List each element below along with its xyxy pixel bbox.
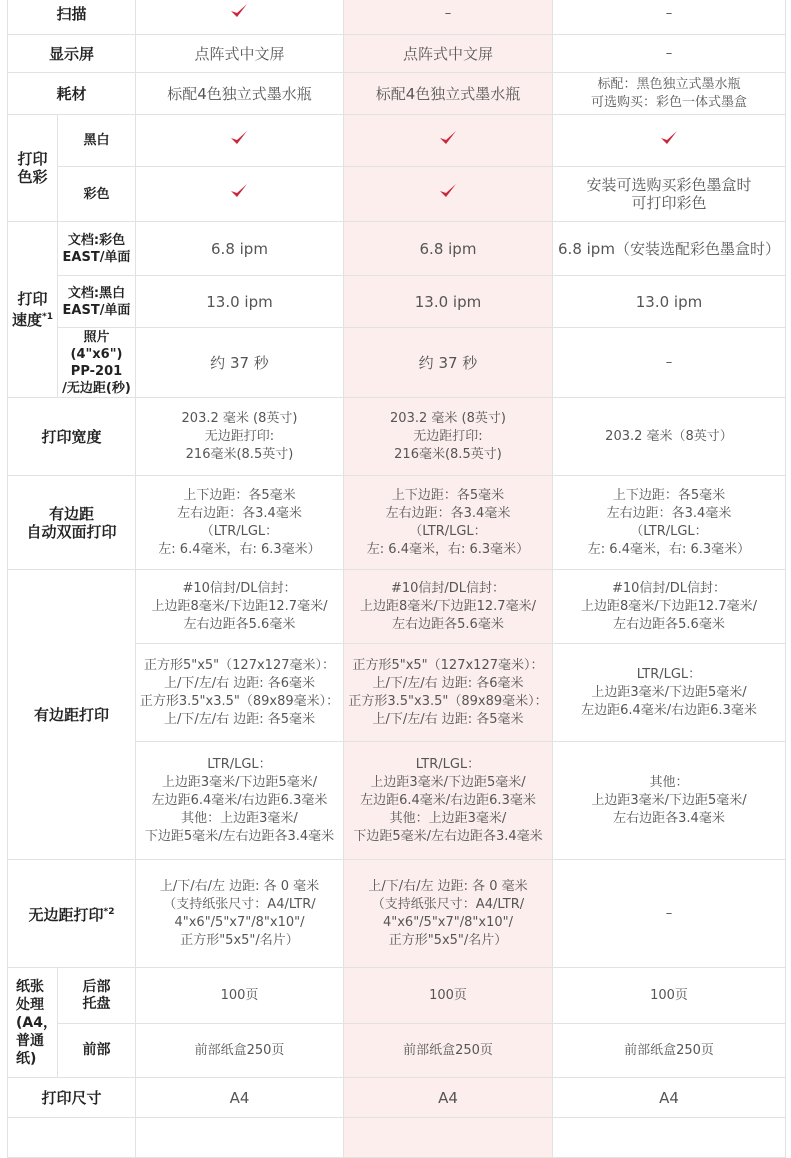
mono-c3 (552, 115, 785, 167)
env-l2: 上边距8毫米/下边距12.7毫米/ (580, 598, 757, 614)
row-print-color (8, 167, 786, 222)
rear-c1: 100页 (135, 968, 343, 1024)
rear-c3: 100页 (552, 968, 785, 1024)
speed-photo-c2: 约 37 秒 (343, 328, 552, 398)
speed-photo-c3: – (552, 328, 785, 398)
duplex-l2: 左右边距：各3.4毫米 (606, 505, 732, 521)
row-print-mono (8, 115, 786, 167)
ltr-l5: 下边距5毫米/左右边距各3.4毫米 (353, 828, 543, 844)
speed-mono-c1: 13.0 ipm (135, 276, 343, 328)
check-icon (230, 3, 248, 19)
width-c2-l1: 203.2 毫米 (8英寸) (390, 410, 506, 426)
row-print-size (8, 1078, 786, 1118)
color-c3 (552, 167, 785, 222)
color-c3-l1: 安装可选购买彩色墨盒时 (586, 176, 752, 194)
consumables-label: 耗材 (8, 73, 136, 115)
duplex-c3 (552, 476, 785, 570)
display-c1: 点阵式中文屏 (135, 35, 343, 73)
ltr-l5: 下边距5毫米/左右边距各3.4毫米 (144, 828, 335, 844)
ltr-l3: 左边距6.4毫米/右边距6.3毫米 (151, 792, 328, 808)
duplex-l4: 左: 6.4毫米，右: 6.3毫米） (587, 541, 751, 557)
row-print-width (8, 398, 786, 476)
duplex-l2: 左右边距：各3.4毫米 (385, 505, 511, 521)
ltr-c1 (135, 742, 343, 860)
ltr-l1: LTR/LGL： (415, 756, 481, 772)
c3-other-l1: 其他： (649, 774, 689, 790)
check-icon (439, 130, 457, 146)
c3-sq-l1: LTR/LGL： (636, 666, 702, 682)
row-paper-front (8, 1024, 786, 1078)
scan-label: 扫描 (8, 0, 136, 35)
envelope-c3 (552, 570, 785, 644)
check-icon (660, 130, 678, 146)
color-c1 (135, 167, 343, 222)
speed-mono-c2: 13.0 ipm (343, 276, 552, 328)
display-c2: 点阵式中文屏 (343, 35, 552, 73)
consumables-c1: 标配4色独立式墨水瓶 (135, 73, 343, 115)
duplex-l3: （LTR/LGL： (200, 523, 279, 539)
c3-sq-l3: 左边距6.4毫米/右边距6.3毫米 (581, 702, 757, 718)
footnote-1: *1 (42, 312, 53, 322)
width-c1-l1: 203.2 毫米 (8英寸) (181, 410, 298, 426)
c3-other-l2: 上边距3毫米/下边距5毫米/ (591, 792, 747, 808)
duplex-l1: 上下边距：各5毫米 (391, 487, 505, 503)
print-color-label-l2: 色彩 (17, 168, 48, 186)
duplex-l1: 上下边距：各5毫米 (183, 487, 296, 503)
duplex-l4: 左: 6.4毫米，右: 6.3毫米） (158, 541, 321, 557)
ltr-c2 (343, 742, 552, 860)
doc-mono-l1: 文档:黑白 (67, 285, 126, 301)
mono-c1 (135, 115, 343, 167)
borderless-l2: （支持纸张尺寸：A4/LTR/ (371, 896, 525, 912)
env-l1: #10信封/DL信封： (611, 580, 727, 596)
consumables-c3-l2: 可选购买：彩色一体式墨盒 (590, 94, 747, 110)
spec-table (7, 0, 786, 1158)
color-label: 彩色 (57, 167, 135, 222)
display-c3: – (552, 35, 785, 73)
color-c2 (343, 167, 552, 222)
row-partial (8, 1118, 786, 1158)
env-l3: 左右边距各5.6毫米 (183, 616, 296, 632)
scan-c2: – (343, 0, 552, 35)
sq-l3: 正方形3.5"x3.5"（89x89毫米）： (348, 693, 548, 709)
envelope-c2 (343, 570, 552, 644)
print-width-c1 (135, 398, 343, 476)
paper-label-l3: 普通纸) (16, 1032, 44, 1067)
width-c1-l2: 无边距打印: (204, 428, 275, 444)
paper-label-l2: (A4， (16, 1014, 57, 1031)
row-margin-envelope (8, 570, 786, 644)
row-speed-mono (8, 276, 786, 328)
print-width-label: 打印宽度 (8, 398, 136, 476)
row-speed-color (8, 222, 786, 276)
borderless-l2: （支持纸张尺寸：A4/LTR/ (163, 896, 316, 912)
sq-l1: 正方形5"x5"（127x127毫米）： (143, 657, 335, 673)
check-icon (230, 183, 248, 199)
print-color-label (8, 115, 58, 222)
print-speed-label-l1: 打印 (17, 290, 48, 308)
speed-photo-c1: 约 37 秒 (135, 328, 343, 398)
sq-l2: 上/下/左/右 边距: 各6毫米 (163, 675, 316, 691)
duplex-l4: 左: 6.4毫米，右: 6.3毫米） (366, 541, 530, 557)
print-speed-label (8, 222, 58, 398)
partial-c1 (135, 1118, 343, 1158)
rear-l1: 后部 (82, 978, 111, 995)
print-size-label: 打印尺寸 (8, 1078, 136, 1118)
duplex-l2: 左右边距：各3.4毫米 (177, 505, 302, 521)
print-color-label-l1: 打印 (17, 150, 48, 168)
ltr-l1: LTR/LGL： (207, 756, 272, 772)
sq-l1: 正方形5"x5"（127x127毫米）： (352, 657, 544, 673)
c3-sq-l2: 上边距3毫米/下边距5毫米/ (591, 684, 747, 700)
borderless-l4: 正方形"5x5"/名片） (388, 932, 508, 948)
duplex-c1 (135, 476, 343, 570)
partial-c3 (552, 1118, 785, 1158)
borderless-label (8, 860, 136, 968)
speed-color-c2: 6.8 ipm (343, 222, 552, 276)
print-speed-label-l2-text: 速度 (12, 311, 43, 329)
env-l2: 上边距8毫米/下边距12.7毫米/ (359, 598, 536, 614)
doc-color-l2: EAST/单面 (62, 249, 131, 265)
row-display (8, 35, 786, 73)
borderless-l1: 上/下/右/左 边距: 各 0 毫米 (159, 878, 320, 894)
env-l1: #10信封/DL信封： (390, 580, 506, 596)
duplex-l3: （LTR/LGL： (630, 523, 708, 539)
photo-l3: /无边距(秒) (62, 380, 131, 396)
check-icon (439, 183, 457, 199)
speed-color-c1: 6.8 ipm (135, 222, 343, 276)
photo-l2: PP-201 (70, 363, 123, 379)
square-c2 (343, 644, 552, 742)
doc-mono-l2: EAST/单面 (62, 302, 131, 318)
envelope-c1 (135, 570, 343, 644)
sq-l3: 正方形3.5"x3.5"（89x89毫米）： (139, 693, 340, 709)
paper-label-l1: 纸张处理 (16, 978, 44, 1013)
width-c2-l3: 216毫米(8.5英寸) (394, 446, 502, 462)
sq-l4: 上/下/左/右 边距: 各5毫米 (163, 711, 316, 727)
duplex-c2 (343, 476, 552, 570)
borderless-label-text: 无边距打印 (28, 906, 104, 924)
front-c1: 前部纸盒250页 (135, 1024, 343, 1078)
doc-mono-label (57, 276, 135, 328)
env-l3: 左右边距各5.6毫米 (613, 616, 725, 632)
row-duplex (8, 476, 786, 570)
print-size-c3: A4 (552, 1078, 785, 1118)
rear-l2: 托盘 (82, 995, 111, 1012)
ltr-l2: 上边距3毫米/下边距5毫米/ (370, 774, 526, 790)
square-c1 (135, 644, 343, 742)
borderless-c1 (135, 860, 343, 968)
photo-l1: 照片(4"x6") (70, 329, 123, 362)
rear-c2: 100页 (343, 968, 552, 1024)
speed-color-c3: 6.8 ipm（安装选配彩色墨盒时） (552, 222, 785, 276)
print-size-c1: A4 (135, 1078, 343, 1118)
mono-label: 黑白 (57, 115, 135, 167)
borderless-l1: 上/下/右/左 边距: 各 0 毫米 (368, 878, 528, 894)
print-speed-label-l2 (8, 308, 57, 329)
front-label: 前部 (57, 1024, 135, 1078)
width-c2-l2: 无边距打印: (413, 428, 483, 444)
check-icon (230, 130, 248, 146)
duplex-label-l1: 有边距 (48, 504, 94, 523)
consumables-c3-l1: 标配：黑色独立式墨水瓶 (597, 76, 741, 92)
ltr-c3 (552, 742, 785, 860)
paper-label (8, 968, 58, 1078)
sq-l2: 上/下/左/右 边距: 各6毫米 (372, 675, 524, 691)
duplex-label-l2: 自动双面打印 (26, 522, 117, 541)
row-paper-rear (8, 968, 786, 1024)
borderless-l3: 4"x6"/5"x7"/8"x10"/ (382, 914, 513, 930)
speed-mono-c3: 13.0 ipm (552, 276, 785, 328)
rear-tray-label (57, 968, 135, 1024)
borderless-l4: 正方形"5x5"/名片） (180, 932, 299, 948)
row-borderless (8, 860, 786, 968)
front-c2: 前部纸盒250页 (343, 1024, 552, 1078)
env-l1: #10信封/DL信封： (182, 580, 297, 596)
front-c3: 前部纸盒250页 (552, 1024, 785, 1078)
borderless-c3: – (552, 860, 785, 968)
env-l2: 上边距8毫米/下边距12.7毫米/ (151, 598, 328, 614)
borderless-l3: 4"x6"/5"x7"/8"x10"/ (174, 914, 305, 930)
ltr-l4: 其他：上边距3毫米/ (181, 810, 298, 826)
row-consumables (8, 73, 786, 115)
consumables-c2: 标配4色独立式墨水瓶 (343, 73, 552, 115)
print-size-c2: A4 (343, 1078, 552, 1118)
display-label: 显示屏 (8, 35, 136, 73)
c3-other-l3: 左右边距各3.4毫米 (613, 810, 725, 826)
partial-label (8, 1118, 136, 1158)
env-l3: 左右边距各5.6毫米 (392, 616, 504, 632)
row-scan (8, 0, 786, 35)
ltr-l2: 上边距3毫米/下边距5毫米/ (161, 774, 318, 790)
row-speed-photo (8, 328, 786, 398)
footnote-2: *2 (103, 907, 115, 917)
borderless-c2 (343, 860, 552, 968)
scan-c3: – (552, 0, 785, 35)
color-c3-l2: 可打印彩色 (631, 194, 707, 212)
consumables-c3 (552, 73, 785, 115)
duplex-l1: 上下边距：各5毫米 (612, 487, 726, 503)
partial-c2 (343, 1118, 552, 1158)
sq-l4: 上/下/左/右 边距: 各5毫米 (372, 711, 524, 727)
ltr-l3: 左边距6.4毫米/右边距6.3毫米 (360, 792, 536, 808)
square-c3 (552, 644, 785, 742)
doc-color-label (57, 222, 135, 276)
width-c1-l3: 216毫米(8.5英寸) (185, 446, 294, 462)
ltr-l4: 其他：上边距3毫米/ (389, 810, 507, 826)
margin-print-label: 有边距打印 (8, 570, 136, 860)
photo-label (57, 328, 135, 398)
doc-color-l1: 文档:彩色 (67, 232, 126, 248)
print-width-c2 (343, 398, 552, 476)
scan-c1 (135, 0, 343, 35)
duplex-l3: （LTR/LGL： (409, 523, 487, 539)
print-width-c3: 203.2 毫米（8英寸） (552, 398, 785, 476)
duplex-label (8, 476, 136, 570)
mono-c2 (343, 115, 552, 167)
